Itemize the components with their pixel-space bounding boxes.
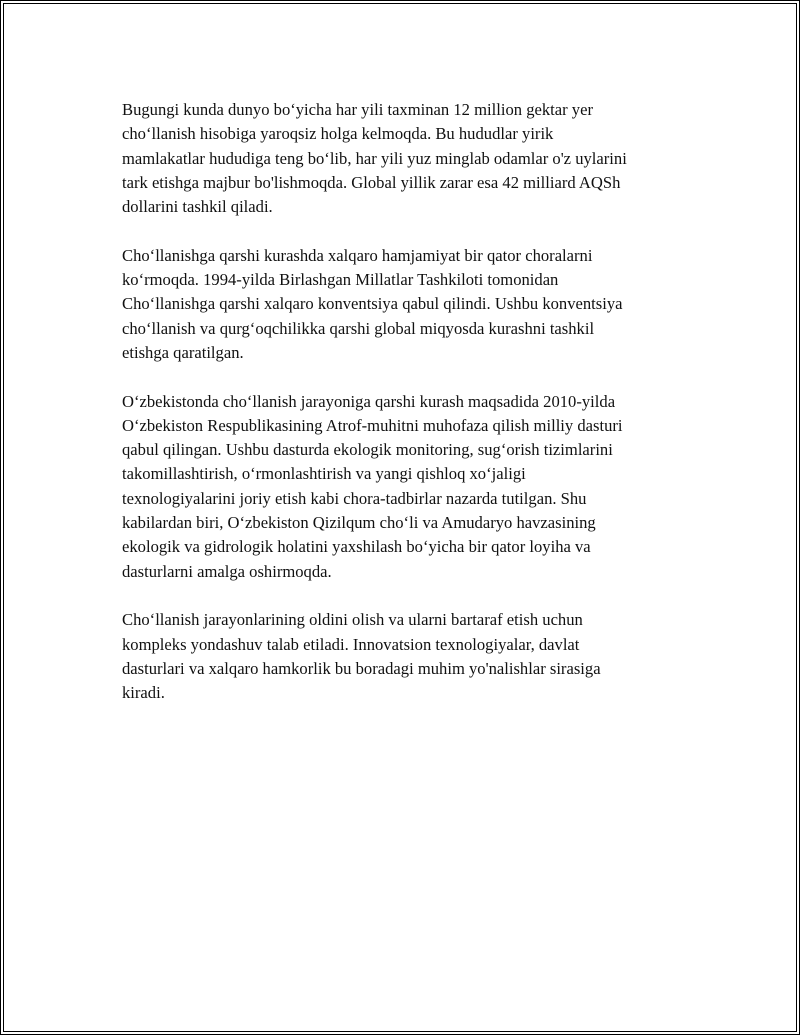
text-line: O‘zbekiston Respublikasining Atrof-muhitni muhofaza qilish milliy dasturi — [122, 415, 623, 435]
text-line: Bugungi kunda dunyo bo‘yicha har yili taxminan 12 million gektar yer — [122, 100, 593, 119]
text-line: O‘zbekistonda cho‘llanish jarayoniga qarshi kurash maqsadida 2010-yilda — [122, 391, 616, 411]
text-line: dasturlarni amalga oshirmoqda. — [122, 561, 332, 581]
text-line: texnologiyalarini joriy etish kabi chora-tadbirlar nazarda tutilgan. Shu — [122, 488, 587, 508]
text-line: ekologik va gidrologik holatini yaxshilash bo‘yicha bir qator loyiha va — [122, 537, 591, 557]
paragraph-2 — [122, 244, 702, 365]
text-line: dollarini tashkil qiladi. — [122, 197, 273, 217]
text-line: Cho‘llanishga qarshi kurashda xalqaro hamjamiyat bir qator choralarni — [122, 245, 593, 265]
text-line: kompleks yondashuv talab etiladi. Innovatsion texnologiyalar, davlat — [122, 634, 580, 654]
text-line: etishga qaratilgan. — [122, 342, 244, 362]
text-line: kabilardan biri, O‘zbekiston Qizilqum cho‘li va Amudaryo havzasining — [122, 513, 596, 533]
text-line: kiradi. — [122, 683, 165, 703]
text-line: ko‘rmoqda. 1994-yilda Birlashgan Millatlar Tashkiloti tomonidan — [122, 270, 559, 290]
paragraph-1 — [122, 98, 702, 219]
paragraph-3 — [122, 390, 702, 584]
text-line: takomillashtirish, o‘rmonlashtirish va yangi qishloq xo‘jaligi — [122, 464, 526, 484]
text-line: cho‘llanish va qurg‘oqchilikka qarshi global miqyosda kurashni tashkil — [122, 318, 595, 338]
text-line: mamlakatlar hududiga teng bo‘lib, har yili yuz minglab odamlar o'z uylarini — [122, 148, 627, 168]
text-line: qabul qilingan. Ushbu dasturda ekologik monitoring, sug‘orish tizimlarini — [122, 440, 613, 460]
text-line: Cho‘llanishga qarshi xalqaro konventsiya qabul qilindi. Ushbu konventsiya — [122, 294, 623, 314]
document-body — [122, 98, 702, 730]
text-line: tark etishga majbur bo'lishmoqda. Global yillik zarar esa 42 milliard AQSh — [122, 172, 621, 192]
paragraph-4 — [122, 608, 702, 705]
text-line: Cho‘llanish jarayonlarining oldini olish va ularni bartaraf etish uchun — [122, 610, 583, 630]
text-line: cho‘llanish hisobiga yaroqsiz holga kelmoqda. Bu hududlar yirik — [122, 124, 554, 144]
text-line: dasturlari va xalqaro hamkorlik bu boradagi muhim yo'nalishlar sirasiga — [122, 658, 601, 678]
